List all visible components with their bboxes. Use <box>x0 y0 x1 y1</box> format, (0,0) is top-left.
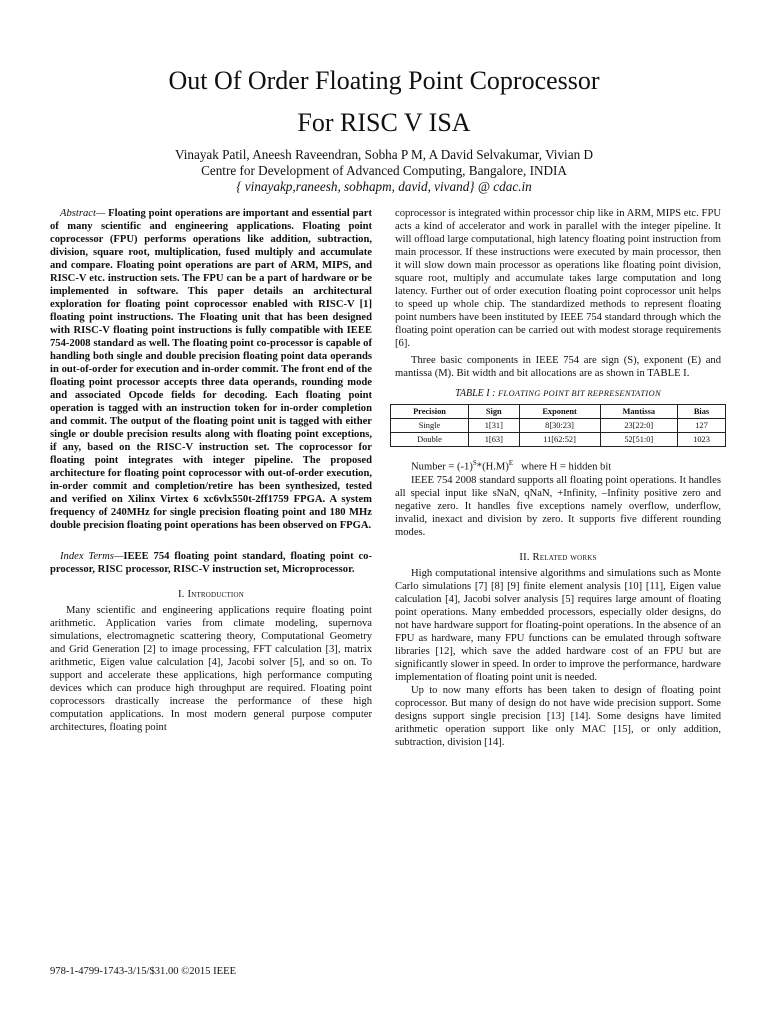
section-heading-related-works <box>395 551 721 564</box>
table-header-cell: Sign <box>469 405 520 419</box>
abstract <box>50 207 372 532</box>
table-header-cell: Exponent <box>519 405 600 419</box>
section-title: Introduction <box>187 589 244 600</box>
abstract-label: Abstract— <box>60 208 106 219</box>
right-column <box>395 207 721 749</box>
left-column <box>50 207 372 734</box>
formula-part: *(H.M) <box>476 461 509 473</box>
table-cell: Single <box>391 419 469 433</box>
bit-representation-table <box>390 404 726 447</box>
affiliation: Centre for Development of Advanced Computing, Bangalore, INDIA <box>201 163 567 178</box>
number-formula <box>395 457 721 474</box>
author-emails: { vinayakp,raneesh, sobhapm, david, vivand} @ cdac.in <box>236 179 532 194</box>
table-row <box>391 419 726 433</box>
section-title: Related works <box>532 551 597 563</box>
formula-part: where H = hidden bit <box>513 461 612 473</box>
body-paragraph: Three basic components in IEEE 754 are sign (S), exponent (E) and mantissa (M). Bit width and bit allocations are as shown in TABLE I. <box>395 355 721 379</box>
body-paragraph: High computational intensive algorithms and simulations such as Monte Carlo simulations [7] [8] [9] finite element analysis [10] [11], Eigen value calculation [4], Jacobi solver analysis [5] requires large amount of floating point operations. Many embedded processors, especially older designs, do not have hardware support for floating-point operations. In the absence of an FPU as hardware, many FPU functions can be emulated through software libraries [12], which save the added hardware cost of an FPU but are significantly slower in speed. In order to improve the performance, hardware implementation of floating point unit is needed. <box>395 567 721 683</box>
intro-paragraph: Many scientific and engineering applications require floating point arithmetic. Application varies from climate modeling, supernova simulations, electromagnetic scattering theory, Computational Geometry and Grid Generation [2] to image processing, FFT calculation [3], matrix arithmetic, Eigen value calculation [4], Jacobi solver [5], and so on. To support and accelerate these applications, high performance computing devices which can produce high throughput are required. Floating point coprocessors drastically increase the performance of these high computation applications. In most modern general purpose computer architectures, floating point <box>50 605 372 733</box>
copyright-footer: 978-1-4799-1743-3/15/$31.00 ©2015 IEEE <box>50 966 237 977</box>
table-cell: 52[51:0] <box>600 433 677 447</box>
table-header-cell: Mantissa <box>600 405 677 419</box>
index-terms-text: IEEE 754 floating point standard, floating point co-processor, RISC processor, RISC-V instruction set, Microprocessor. <box>50 551 372 575</box>
formula-superscript: E <box>508 459 514 467</box>
table-cell: Double <box>391 433 469 447</box>
table-cell: 11[62:52] <box>519 433 600 447</box>
section-heading-introduction <box>50 588 372 601</box>
body-paragraph: Up to now many efforts has been taken to design of floating point coprocessor. But many of design do not have wide precision support. Some designs support single precision [13] [14]. Some designs have limited arithmetic operation support like only MAC [15], or only addition, subtraction, division [14]. <box>395 684 721 748</box>
table-cell: 1023 <box>678 433 726 447</box>
index-terms <box>50 550 372 576</box>
table-header-cell: Precision <box>391 405 469 419</box>
table-cell: 1[31] <box>469 419 520 433</box>
table-cell: 23[22:0] <box>600 419 677 433</box>
table-cell: 8[30:23] <box>519 419 600 433</box>
table-cell: 1[63] <box>469 433 520 447</box>
table-caption-text: FLOATING POINT BIT REPRESENTATION <box>497 388 661 398</box>
table-caption <box>395 387 721 400</box>
paper-title-line2: For RISC V ISA <box>297 108 471 137</box>
abstract-text: Floating point operations are important and essential part of many scientific and engineering applications. Floating point coprocessor (FPU) performs operations like addition, subtraction, division, square root, multiplication, fused multiply and accumulate and compare. Floating point operations are part of ARM, MIPS, and RISC-V etc. instruction sets. The FPU can be a part of hardware or be implemented in software. This paper details an architectural exploration for floating point coprocessor enabled with RISC-V [1] floating point instructions. The Floating unit that has been designed with RISC-V floating point instructions is fully compatible with IEEE 754-2008 standard as well. The floating point co-processor is capable of handling both single and double precision floating point data operands in out-of-order for execution and in-order commit. The front end of the floating point processor accepts three data operands, rounding mode and associated Opcode fields for decoding. Each floating point operation is tagged with an instruction token for in-order completion and commit. The output of the floating point unit is tagged with either single or double precision results along with floating point exceptions, if any, based on the RISC-V instruction set. The coprocessor for floating point integrates with integer pipeline. The proposed architecture for floating point coprocessor with out-of-order execution, in-order commit and completion/retire has been synthesized, tested and verified on Xilinx Virtex 6 xc6vlx550t-2ff1759 FPGA. A system frequency of 240MHz for single precision floating point and 180 MHz double precision floating point operations has been observed on FPGA. <box>50 208 372 531</box>
table-header-cell: Bias <box>678 405 726 419</box>
table-row <box>391 433 726 447</box>
index-terms-label: Index Terms— <box>60 551 124 562</box>
paper-title-line1: Out Of Order Floating Point Coprocessor <box>168 66 600 95</box>
formula-part: Number = (-1) <box>411 461 473 473</box>
section-number: II. <box>519 551 533 563</box>
formula-superscript: S <box>472 459 477 467</box>
table-caption-prefix: TABLE I : <box>455 388 498 399</box>
section-number: I. <box>178 589 188 600</box>
body-paragraph: IEEE 754 2008 standard supports all floating point operations. It handles all special input like sNaN, qNaN, +Infinity, –Infinity positive zero and negative zero. It handles five exceptions namely overflow, underflow, invalid, inexact and division by zero. It supports five different rounding modes. <box>395 474 721 538</box>
table-cell: 127 <box>678 419 726 433</box>
body-paragraph: coprocessor is integrated within processor chip like in ARM, MIPS etc. FPU acts a kind of accelerator and work in parallel with the integer pipeline. It will offload large computational, high latency floating point instruction from main processor. If these instructions were executed by main processor, then it will slow down main processor as operations like floating point division, square root, multiply and accumulate takes large computation and long latency. Further out of order execution floating point coprocessor unit helps to speed up whole chip. The standardized methods to represent floating point numbers have been instituted by IEEE 754 standard through which the floating point operation can be carried out with modest storage requirements [6]. <box>395 208 721 349</box>
author-list: Vinayak Patil, Aneesh Raveendran, Sobha P M, A David Selvakumar, Vivian D <box>175 147 593 162</box>
table-header-row <box>391 405 726 419</box>
